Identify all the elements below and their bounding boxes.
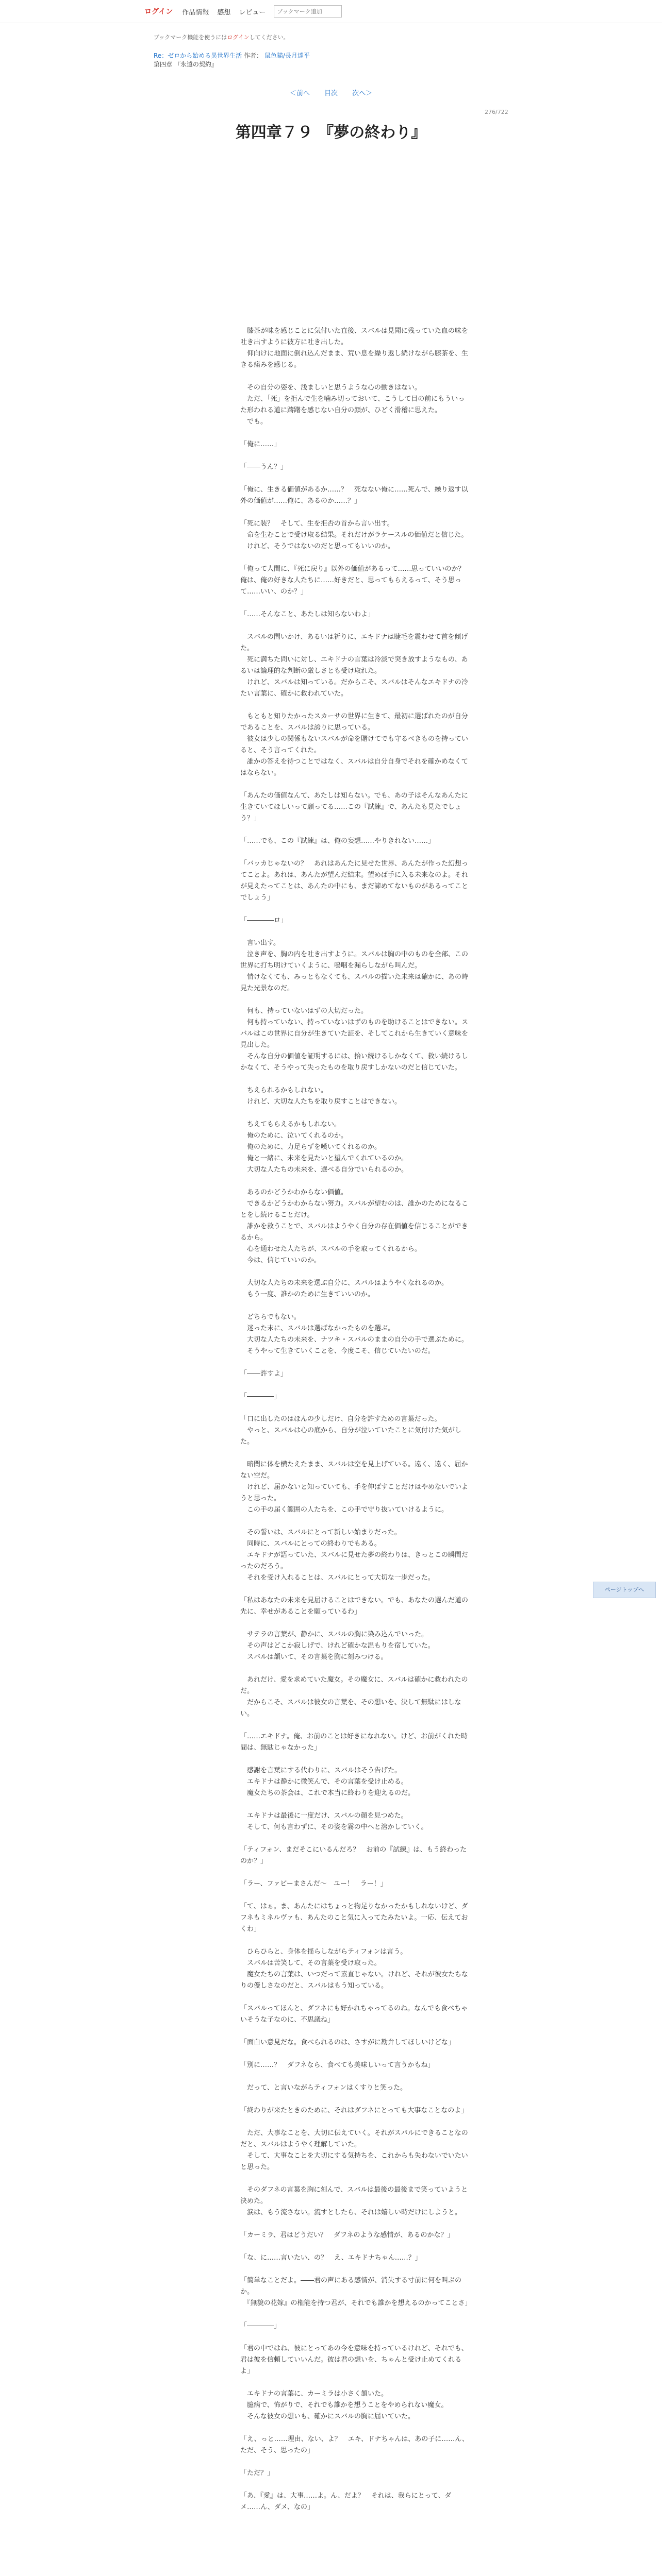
body-paragraph: 俺と一緒に、未来を見たいと望んでくれているのか。 (240, 1155, 408, 1162)
body-paragraph (240, 1663, 470, 1674)
body-paragraph: ただ、大事なことを、大切に伝えていく。それがスバルにできることなのだと、スバルはようやく理解していた。 (240, 2129, 468, 2148)
body-paragraph: どちらでもない。 (240, 1313, 301, 1321)
body-paragraph: そして、大事なことを大切にする気持ちを、これからも失わないでいたいと思った。 (240, 2152, 468, 2171)
body-paragraph (240, 1357, 470, 1368)
next-link[interactable]: 次へ＞ (352, 90, 373, 97)
body-paragraph: その声はどこか寂しげで、けれど確かな温もりを宿していた。 (240, 1642, 435, 1650)
body-paragraph: 「な、に……言いたい、の？ え、エキドナちゃん……？」 (240, 2254, 422, 2262)
body-paragraph: 「て、はぁ。ま、あんたにはちょっと物足りなかったかもしれないけど、ダフネもミネルヴァも、あんたのこと気に入ってたみたいよ。一応、伝えておくわ」 (240, 1903, 468, 1933)
body-paragraph: 「スバルってほんと、ダフネにも好かれちゃってるのね。なんでも食べちゃいそうな子なのに、不思議ね」 (240, 2005, 468, 2024)
body-paragraph: 「……そんなこと、あたしは知らないわよ」 (240, 611, 375, 618)
prev-link[interactable]: ＜前へ (289, 90, 310, 97)
body-paragraph (240, 133, 470, 144)
body-paragraph: 大切な人たちの未来を選ぶ自分に、スバルはようやくなれるのか。 (240, 1279, 449, 1287)
body-paragraph (240, 292, 470, 303)
body-paragraph: 大切な人たちの未来を、選べる自分でいられるのか。 (240, 1166, 408, 1174)
body-paragraph: 泣き声を、胸の内を吐き出すように。スバルは胸の中のものを全部、この世界に打ち明けていくように、嗚咽を漏らしながら叫んだ。 (240, 951, 469, 970)
nav-item-review[interactable]: レビュー (239, 8, 266, 16)
body-paragraph (240, 824, 470, 836)
body-paragraph (240, 1584, 470, 1595)
body-paragraph: 「ラー、ファビーまさんだ〜 ユー！ ラー！」 (240, 1880, 387, 1888)
body-paragraph (240, 994, 470, 1006)
body-paragraph: 『無貌の花嫁』の権能を持つ君が、それでも誰かを想えるのかってことさ」 (240, 2299, 472, 2307)
body-paragraph: 「あ、『愛』は、大事……よ。ん、だよ？ それは、我らにとって、ダメ……ん、ダメ、なの」 (240, 2492, 452, 2511)
body-paragraph: そのダフネの言葉を胸に刻んで、スバルは最後の最後まで笑っていようと決めた。 (240, 2186, 468, 2205)
body-paragraph (240, 904, 470, 915)
body-paragraph: 何も、持っていないはずの大切だった。 (240, 1007, 368, 1015)
novel-body (240, 133, 470, 2513)
body-paragraph (240, 1448, 470, 1459)
body-paragraph: 仰向けに地面に倒れ込んだまま、荒い息を繰り返し続けながら膝茶を、生きる痛みを感じる。 (240, 350, 469, 369)
body-paragraph: もう一度、誰かのために生きていいのか。 (240, 1291, 375, 1298)
nav-item-info[interactable]: 作品情報 (182, 8, 209, 16)
body-paragraph: けれど、大切な人たちを取り戻すことはできない。 (240, 1098, 402, 1106)
body-paragraph: 暗闇に体を横たえたまま、スバルは空を見上げている。遠く、遠く、届かない空だ。 (240, 1461, 468, 1480)
body-paragraph: 大切な人たちの未来を、ナツキ・スバルのままの自分の手で選ぶために。 (240, 1336, 468, 1344)
toc-link[interactable]: 目次 (324, 90, 338, 97)
body-paragraph (240, 224, 470, 235)
chapter-pager (0, 88, 662, 97)
body-paragraph: けれど、届かないと知っていても、手を伸ばすことだけはやめないでいようと思った。 (240, 1483, 469, 1502)
body-paragraph (240, 1833, 470, 1844)
body-paragraph: 「カーミラ、君はどうだい？ ダフネのような感情が、あるのかな？」 (240, 2231, 454, 2239)
body-paragraph (240, 428, 470, 439)
body-paragraph: 「ただ？」 (240, 2469, 274, 2477)
chapter-title: 第四章７９ 『夢の終わり』 (235, 124, 427, 142)
body-paragraph: あれだけ、愛を求めていた魔女。その魔女に、スバルは確かに救われたのだ。 (240, 1676, 468, 1695)
body-paragraph: 命を生むことで受け取る結果。それだけがラケースルの価値だと信じた。 (240, 531, 468, 539)
body-paragraph (240, 1992, 470, 2003)
body-paragraph (240, 2264, 470, 2275)
body-paragraph (240, 2094, 470, 2105)
body-paragraph: やっと、スバルは心の底から、自分が泣いていたことに気付けた気がした。 (240, 1427, 462, 1446)
body-paragraph (240, 2309, 470, 2320)
body-paragraph (240, 2218, 470, 2230)
body-paragraph (240, 1266, 470, 1278)
body-paragraph: 「死に装？ そして、生を拒否の首から言い出す。 (240, 520, 394, 528)
body-paragraph: けれど、そうではないのだと思ってもいいのか。 (240, 543, 395, 550)
body-paragraph: 俺のために、泣いてくれるのか。 (240, 1132, 348, 1140)
body-paragraph: 涙は、もう流さない。流すとしたら、それは嬉しい時だけにしようと。 (240, 2209, 462, 2216)
body-paragraph: 死に満ちた問いに対し、エキドナの言葉は冷淡で突き放すようなもの、あるいは論理的な判断の厳しさとも受け取れた。 (240, 656, 468, 675)
body-paragraph: 「――――ロ」 (240, 917, 288, 924)
body-paragraph: ひらひらと、身体を揺らしながらティフォンは言う。 (240, 1948, 407, 1956)
body-paragraph: エキドナが語っていた、スバルに見せた夢の終わりは、きっとこの瞬間だったのだろう。 (240, 1551, 469, 1570)
body-paragraph (240, 2071, 470, 2082)
body-paragraph (240, 2456, 470, 2468)
body-paragraph: 迷った末に、スバルは選ばなかったものを選ぶ。 (240, 1325, 395, 1332)
body-paragraph (240, 2048, 470, 2060)
body-paragraph (240, 847, 470, 858)
body-paragraph: 情けなくても、みっともなくても、スバルの描いた未来は確かに、あの時見た光景なのだ。 (240, 973, 469, 992)
body-paragraph: スバルは頷いて、その言葉を胸に刻みつける。 (240, 1653, 388, 1661)
login-link[interactable]: ログイン (144, 8, 173, 16)
body-paragraph: そんな彼女の想いも、確かにスバルの胸に届いていた。 (240, 2413, 415, 2420)
body-paragraph (240, 552, 470, 564)
top-bar (0, 0, 662, 23)
body-paragraph (240, 156, 470, 167)
body-paragraph: 「バッカじゃないの？ あれはあんたに見せた世界、あんたが作った幻想ってことよ。あれは、あんたが望んだ結末。望めば手に入る未来なのよ。それが見えたってことは、あんたの中にも、まだ諦めてないものがあるってことでしょう」 (240, 860, 469, 902)
body-paragraph: エキドナは静かに微笑んで、その言葉を受け止める。 (240, 1778, 408, 1786)
body-paragraph: そんな自分の価値を証明するには、拾い続けるしかなくて、救い続けるしかなくて、そうやって失ったものを取り戻すしかないのだと信じていた。 (240, 1053, 468, 1072)
body-paragraph (240, 235, 470, 246)
body-paragraph: スバルは苦笑して、その言葉を受け取った。 (240, 1959, 381, 1967)
body-paragraph: 「え、っと……理由、ない、よ？ エキ、ドナちゃんは、あの子に……ん、ただ、そう、思ったの」 (240, 2435, 469, 2454)
page-counter: 276/722 (485, 109, 508, 115)
body-paragraph: 「……でも、この『試練』は、俺の妄想……やりきれない……」 (240, 837, 435, 845)
body-paragraph (240, 2116, 470, 2128)
body-paragraph: そして、何も言わずに、その姿を霧の中へと溶かしていく。 (240, 1823, 428, 1831)
body-paragraph: 「俺に……」 (240, 440, 281, 448)
body-paragraph (240, 1108, 470, 1119)
body-paragraph: けれど、スバルは知っている。だからこそ、スバルはそんなエキドナの冷たい言葉に、確かに救われていた。 (240, 679, 468, 698)
body-paragraph (240, 1402, 470, 1414)
bookmark-notice (154, 33, 289, 41)
body-paragraph: 「――うん？」 (240, 463, 288, 471)
body-paragraph: 誰かの答えを待つことではなく、スバルは自分自身でそれを確かめなくてはならない。 (240, 758, 468, 777)
body-paragraph: 「君の中ではね、彼にとってあの今を意味を持っているけれど、それでも、君は彼を信頼していいんだ。彼は君の想いを、ちゃんと受け止めてくれるよ」 (240, 2345, 468, 2375)
body-paragraph (240, 1720, 470, 1731)
body-paragraph: 誰かを救うことで、スバルはようやく自分の存在価値を信じることができるから。 (240, 1223, 468, 1242)
body-paragraph (240, 2422, 470, 2434)
body-paragraph: 「――許すよ」 (240, 1370, 288, 1378)
body-paragraph (240, 1618, 470, 1629)
body-paragraph (240, 246, 470, 258)
bookmark-input[interactable] (274, 5, 342, 18)
body-paragraph (240, 144, 470, 156)
body-paragraph: 今は、信じていいのか。 (240, 1257, 321, 1264)
body-paragraph (240, 280, 470, 292)
body-paragraph (240, 1380, 470, 1391)
body-paragraph (240, 926, 470, 938)
body-paragraph (240, 1890, 470, 1901)
body-paragraph: 魔女たちの言葉は、いつだって素直じゃない。けれど、それが彼女たちなりの優しさなのだと、スバルはもう知っている。 (240, 1971, 469, 1990)
body-paragraph: だからこそ、スバルは彼女の言葉を、その想いを、決して無駄にはしない。 (240, 1699, 461, 1718)
notice-login-link[interactable]: ログイン (227, 34, 250, 41)
series-line-1 (154, 52, 310, 60)
body-paragraph (240, 450, 470, 462)
author-label: 作者： (244, 52, 263, 59)
body-paragraph (240, 2377, 470, 2388)
body-paragraph: もともと知りたかったスカーサの世界に生きて、最初に選ばれたのが自分であることを、スバルは誇りに思っている。 (240, 713, 468, 732)
body-paragraph (240, 167, 470, 178)
body-paragraph: そうやって生きていくことを、今度こそ、信じていたいのだ。 (240, 1347, 435, 1355)
body-paragraph (240, 201, 470, 212)
body-paragraph: 「ティフォン、まだそこにいるんだろ？ お前の『試練』は、もう終わったのか？」 (240, 1846, 467, 1865)
body-paragraph (240, 2479, 470, 2490)
series-info (154, 52, 310, 69)
body-paragraph: 「――――」 (240, 1393, 281, 1400)
body-paragraph: 同時に、スバルにとっての終わりでもある。 (240, 1540, 381, 1548)
body-paragraph (240, 178, 470, 190)
body-paragraph: 「私はあなたの未来を見届けることはできない。でも、あなたの選んだ道の先に、幸せがあることを願っているわ」 (240, 1597, 469, 1616)
body-paragraph: 「俺って人間に、『死に戻り』以外の価値があるって……思っていいのか？ 俺は、俺の好きな人たちに……好きだと、思ってもらえるって、そう思って……いい、のか？」 (240, 565, 472, 596)
body-paragraph: 感謝を言葉にする代わりに、スバルはそう告げた。 (240, 1767, 402, 1774)
body-paragraph: でも。 (240, 418, 268, 426)
body-paragraph: 何も持っていない、持っていないはずのものを助けることはできない。スバルはこの世界に自分が生きていた証を、そしてこれから生きていく意味を見出した。 (240, 1019, 469, 1049)
body-paragraph (240, 473, 470, 484)
body-paragraph (240, 1867, 470, 1878)
body-paragraph: それを受け入れることは、スバルにとって大切な一歩だった。 (240, 1574, 435, 1582)
body-paragraph: 「――――」 (240, 2322, 281, 2330)
body-paragraph (240, 2173, 470, 2184)
body-paragraph: 魔女たちの茶会は、これで本当に終わりを迎えるのだ。 (240, 1789, 415, 1797)
body-paragraph: 「……エキドナ。俺、お前のことは好きになれない。けど、お前がくれた時間は、無駄じゃなかった」 (240, 1733, 468, 1752)
author-link[interactable]: 鼠色猫/長月達平 (264, 52, 310, 59)
body-paragraph (240, 1176, 470, 1187)
body-paragraph (240, 700, 470, 711)
body-paragraph: この手の届く範囲の人たちを、この手で守り抜いていけるように。 (240, 1506, 449, 1514)
body-paragraph: だって、と言いながらティフォンはくすりと笑った。 (240, 2084, 407, 2092)
body-paragraph: できるかどうかわからない努力。スバルが望むのは、誰かのためになることをし続けることだけ。 (240, 1200, 469, 1219)
body-paragraph: エキドナは最後に一度だけ、スバルの顔を見つめた。 (240, 1812, 408, 1820)
nav-item-impressions[interactable]: 感想 (217, 8, 231, 16)
body-paragraph (240, 620, 470, 632)
body-paragraph (240, 269, 470, 280)
body-paragraph (240, 1799, 470, 1810)
top-bar-inner (144, 5, 342, 18)
body-paragraph: 「口に出したのはほんの少しだけ、自分を許すための言葉だった。 (240, 1415, 441, 1423)
body-paragraph: 「あんたの価値なんて、あたしは知らない。でも、あの子はそんなあんたに生きていてほしいって願ってる……この『試練』で、あんたも見たでしょう？」 (240, 792, 468, 822)
body-paragraph: 心を通わせた人たちが、スバルの手を取ってくれるから。 (240, 1245, 422, 1253)
body-paragraph (240, 2241, 470, 2252)
body-paragraph: 言い出す。 (240, 939, 280, 947)
body-paragraph: スバルの問いかけ、あるいは祈りに、エキドナは睫毛を震わせて首を傾げた。 (240, 633, 468, 652)
body-paragraph (240, 314, 470, 326)
body-paragraph: 膝茶が味を感じことに気付いた直後、スバルは見聞に残っていた血の味を吐き出すように彼方に吐き出した。 (240, 327, 469, 346)
body-paragraph: あるのかどうかわからない価値。 (240, 1189, 348, 1196)
body-paragraph: 「終わりが来たときのために、それはダフネにとっても大事なことなのよ」 (240, 2107, 468, 2114)
body-paragraph (240, 303, 470, 314)
body-paragraph: その自分の姿を、浅ましいと思うような心の動きはない。 (240, 384, 422, 392)
notice-suffix: してください。 (249, 34, 289, 41)
body-paragraph (240, 507, 470, 518)
series-line-2: 第四章 『永遠の契約』 (154, 61, 218, 68)
body-paragraph: ちえられるかもしれない。 (240, 1087, 328, 1094)
notice-prefix: ブックマーク機能を使うには (154, 34, 227, 41)
body-paragraph: 臆病で、怖がりで、それでも誰かを想うことをやめられない魔女。 (240, 2401, 448, 2409)
body-paragraph: 彼女は少しの関係もないスバルが命を賭けてでも守るべきものを持っていると、そう言ってくれた。 (240, 735, 469, 754)
body-paragraph (240, 779, 470, 790)
body-paragraph: 「俺に、生きる価値があるか……？ 死なない俺に……死んで、繰り返す以外の価値が……俺に、あるのか……？」 (240, 486, 468, 505)
body-paragraph: サテラの言葉が、静かに、スバルの胸に染み込んでいった。 (240, 1631, 428, 1638)
body-paragraph (240, 1074, 470, 1085)
page-top-button[interactable]: ページトップへ (593, 1582, 656, 1598)
body-paragraph (240, 1935, 470, 1946)
body-paragraph: 「別に……？ ダフネなら、食べても美味しいって言うかもね」 (240, 2061, 435, 2069)
body-paragraph (240, 190, 470, 201)
series-title-link[interactable]: Re：ゼロから始める異世界生活 (154, 52, 242, 59)
body-paragraph (240, 258, 470, 269)
body-paragraph (240, 371, 470, 382)
body-paragraph: エキドナの言葉に、カーミラは小さく頷いた。 (240, 2390, 388, 2398)
body-paragraph (240, 1300, 470, 1312)
body-paragraph (240, 1516, 470, 1527)
body-paragraph (240, 1754, 470, 1765)
body-paragraph (240, 598, 470, 609)
body-paragraph: ちえてもらえるかもしれない。 (240, 1121, 341, 1128)
body-paragraph (240, 2026, 470, 2037)
body-paragraph: 「簡単なことだよ。――君の声にある感情が、消失する寸前に何を叫ぶのか。 (240, 2277, 462, 2296)
body-paragraph: ただ、「死」を拒んで生を噛み切っておいて、こうして目の前にもういった形われる道に躊躇を感じない自分の顔が、ひどく滑稽に思えた。 (240, 395, 465, 414)
body-paragraph: その誓いは、スバルにとって新しい始まりだった。 (240, 1529, 401, 1536)
body-paragraph (240, 2332, 470, 2343)
body-paragraph (240, 212, 470, 224)
body-paragraph: 俺のために、力足らずを嘆いてくれるのか。 (240, 1143, 382, 1151)
body-paragraph: 「面白い意見だな。食べられるのは、さすがに勘弁してほしいけどな」 (240, 2039, 455, 2046)
